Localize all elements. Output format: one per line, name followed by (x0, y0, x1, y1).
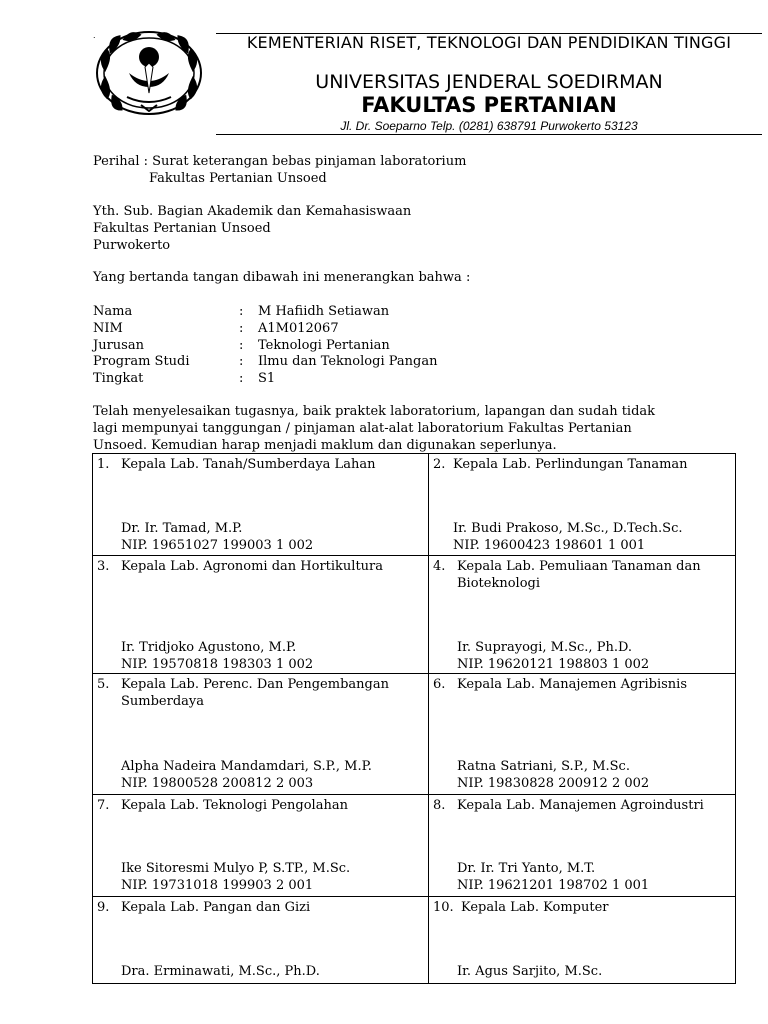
lab-signature-table (92, 453, 736, 984)
faculty-name: FAKULTAS PERTANIAN (361, 93, 617, 117)
lab-head-name: Alpha Nadeira Mandamdari, S.P., M.P. (121, 759, 372, 774)
identity-colon: : (239, 371, 244, 386)
identity-colon: : (239, 338, 244, 353)
lab-head-nip: NIP. 19830828 200912 2 002 (457, 776, 650, 791)
identity-value: S1 (258, 371, 276, 386)
lab-number: 10. (433, 900, 454, 915)
lab-head-nip: NIP. 19600423 198601 1 001 (453, 538, 646, 553)
lab-title: Kepala Lab. Tanah/Sumberdaya Lahan (121, 457, 376, 472)
lab-head-nip: NIP. 19651027 199003 1 002 (121, 538, 314, 553)
statement-line: Telah menyelesaikan tugasnya, baik praktek laboratorium, lapangan dan sudah tidak (93, 404, 656, 419)
identity-value: Ilmu dan Teknologi Pangan (258, 354, 438, 369)
lab-title: Kepala Lab. Pemuliaan Tanaman dan Bioteknologi (457, 559, 701, 591)
identity-row (93, 353, 693, 370)
lab-number: 5. (97, 677, 110, 692)
lab-cell (429, 897, 736, 984)
lab-head-name: Dr. Ir. Tamad, M.P. (121, 521, 243, 536)
lab-number: 3. (97, 559, 110, 574)
university-logo-icon (93, 30, 205, 116)
lab-cell (93, 454, 429, 556)
subject-block (93, 153, 466, 187)
statement-line: Unsoed. Kemudian harap menjadi maklum dan digunakan seperlunya. (93, 438, 557, 453)
lab-cell (429, 454, 736, 556)
subject-continuation: Fakultas Pertanian Unsoed (149, 171, 327, 186)
lab-head-name: Ike Sitoresmi Mulyo P, S.TP., M.Sc. (121, 861, 351, 876)
identity-value: Teknologi Pertanian (258, 338, 390, 353)
identity-row (93, 320, 693, 337)
lab-title: Kepala Lab. Perenc. Dan Pengembangan Sumberdaya (121, 677, 389, 709)
lab-head-name: Ir. Agus Sarjito, M.Sc. (457, 964, 603, 979)
lab-number: 4. (433, 559, 446, 574)
lab-title: Kepala Lab. Perlindungan Tanaman (453, 457, 688, 472)
lab-cell (93, 556, 429, 674)
lab-head-name: Ir. Tridjoko Agustono, M.P. (121, 640, 297, 655)
identity-label: NIM (93, 321, 123, 336)
lab-title: Kepala Lab. Teknologi Pengolahan (121, 798, 348, 813)
lab-cell (93, 674, 429, 795)
university-name: UNIVERSITAS JENDERAL SOEDIRMAN (315, 71, 663, 93)
header-bottom-rule (216, 134, 762, 135)
lab-title: Kepala Lab. Manajemen Agroindustri (457, 798, 704, 813)
table-row (93, 795, 736, 897)
identity-row (93, 337, 693, 354)
faculty-address: Jl. Dr. Soeparno Telp. (0281) 638791 Purwokerto 53123 (340, 119, 638, 133)
lab-cell (429, 674, 736, 795)
identity-label: Jurusan (93, 338, 144, 353)
identity-colon: : (239, 354, 244, 369)
lab-title: Kepala Lab. Agronomi dan Hortikultura (121, 559, 384, 574)
ministry-name: KEMENTERIAN RISET, TEKNOLOGI DAN PENDIDIKAN TINGGI (246, 33, 732, 52)
lab-head-nip: NIP. 19731018 199903 2 001 (121, 878, 314, 893)
table-row (93, 556, 736, 674)
lab-cell (93, 897, 429, 984)
lab-head-nip: NIP. 19800528 200812 2 003 (121, 776, 314, 791)
lab-number: 8. (433, 798, 446, 813)
identity-label: Nama (93, 304, 133, 319)
recipient-line: Fakultas Pertanian Unsoed (93, 221, 271, 236)
identity-label: Tingkat (93, 371, 144, 386)
lab-title: Kepala Lab. Komputer (461, 900, 609, 915)
lab-number: 9. (97, 900, 110, 915)
lab-number: 7. (97, 798, 110, 813)
identity-colon: : (239, 321, 244, 336)
statement-line: lagi mempunyai tanggungan / pinjaman alat-alat laboratorium Fakultas Pertanian (93, 421, 632, 436)
lab-head-nip: NIP. 19620121 198803 1 002 (457, 657, 650, 672)
lab-cell (93, 795, 429, 897)
corner-mark: . (93, 30, 96, 40)
lab-head-name: Ir. Budi Prakoso, M.Sc., D.Tech.Sc. (453, 521, 683, 536)
identity-value: M Hafiidh Setiawan (258, 304, 390, 319)
subject-line: Perihal : Surat keterangan bebas pinjaman laboratorium (93, 154, 467, 169)
lab-number: 2. (433, 457, 446, 472)
statement-paragraph (93, 403, 655, 454)
recipient-line: Yth. Sub. Bagian Akademik dan Kemahasiswaan (93, 204, 412, 219)
lab-head-name: Dr. Ir. Tri Yanto, M.T. (457, 861, 596, 876)
lab-title: Kepala Lab. Pangan dan Gizi (121, 900, 311, 915)
lab-cell (429, 556, 736, 674)
intro-text: Yang bertanda tangan dibawah ini menerangkan bahwa : (93, 270, 471, 285)
lab-head-name: Dra. Erminawati, M.Sc., Ph.D. (121, 964, 320, 979)
lab-cell (429, 795, 736, 897)
identity-label: Program Studi (93, 354, 190, 369)
lab-head-nip: NIP. 19621201 198702 1 001 (457, 878, 650, 893)
table-row (93, 674, 736, 795)
identity-value: A1M012067 (258, 321, 339, 336)
identity-row (93, 370, 693, 387)
lab-head-nip: NIP. 19570818 198303 1 002 (121, 657, 314, 672)
lab-number: 1. (97, 457, 110, 472)
lab-title: Kepala Lab. Manajemen Agribisnis (457, 677, 688, 692)
table-row (93, 897, 736, 984)
table-row (93, 454, 736, 556)
recipient-line: Purwokerto (93, 238, 171, 253)
lab-head-name: Ir. Suprayogi, M.Sc., Ph.D. (457, 640, 633, 655)
lab-number: 6. (433, 677, 446, 692)
lab-head-name: Ratna Satriani, S.P., M.Sc. (457, 759, 630, 774)
identity-colon: : (239, 304, 244, 319)
identity-row (93, 303, 693, 320)
recipient-block (93, 203, 411, 254)
